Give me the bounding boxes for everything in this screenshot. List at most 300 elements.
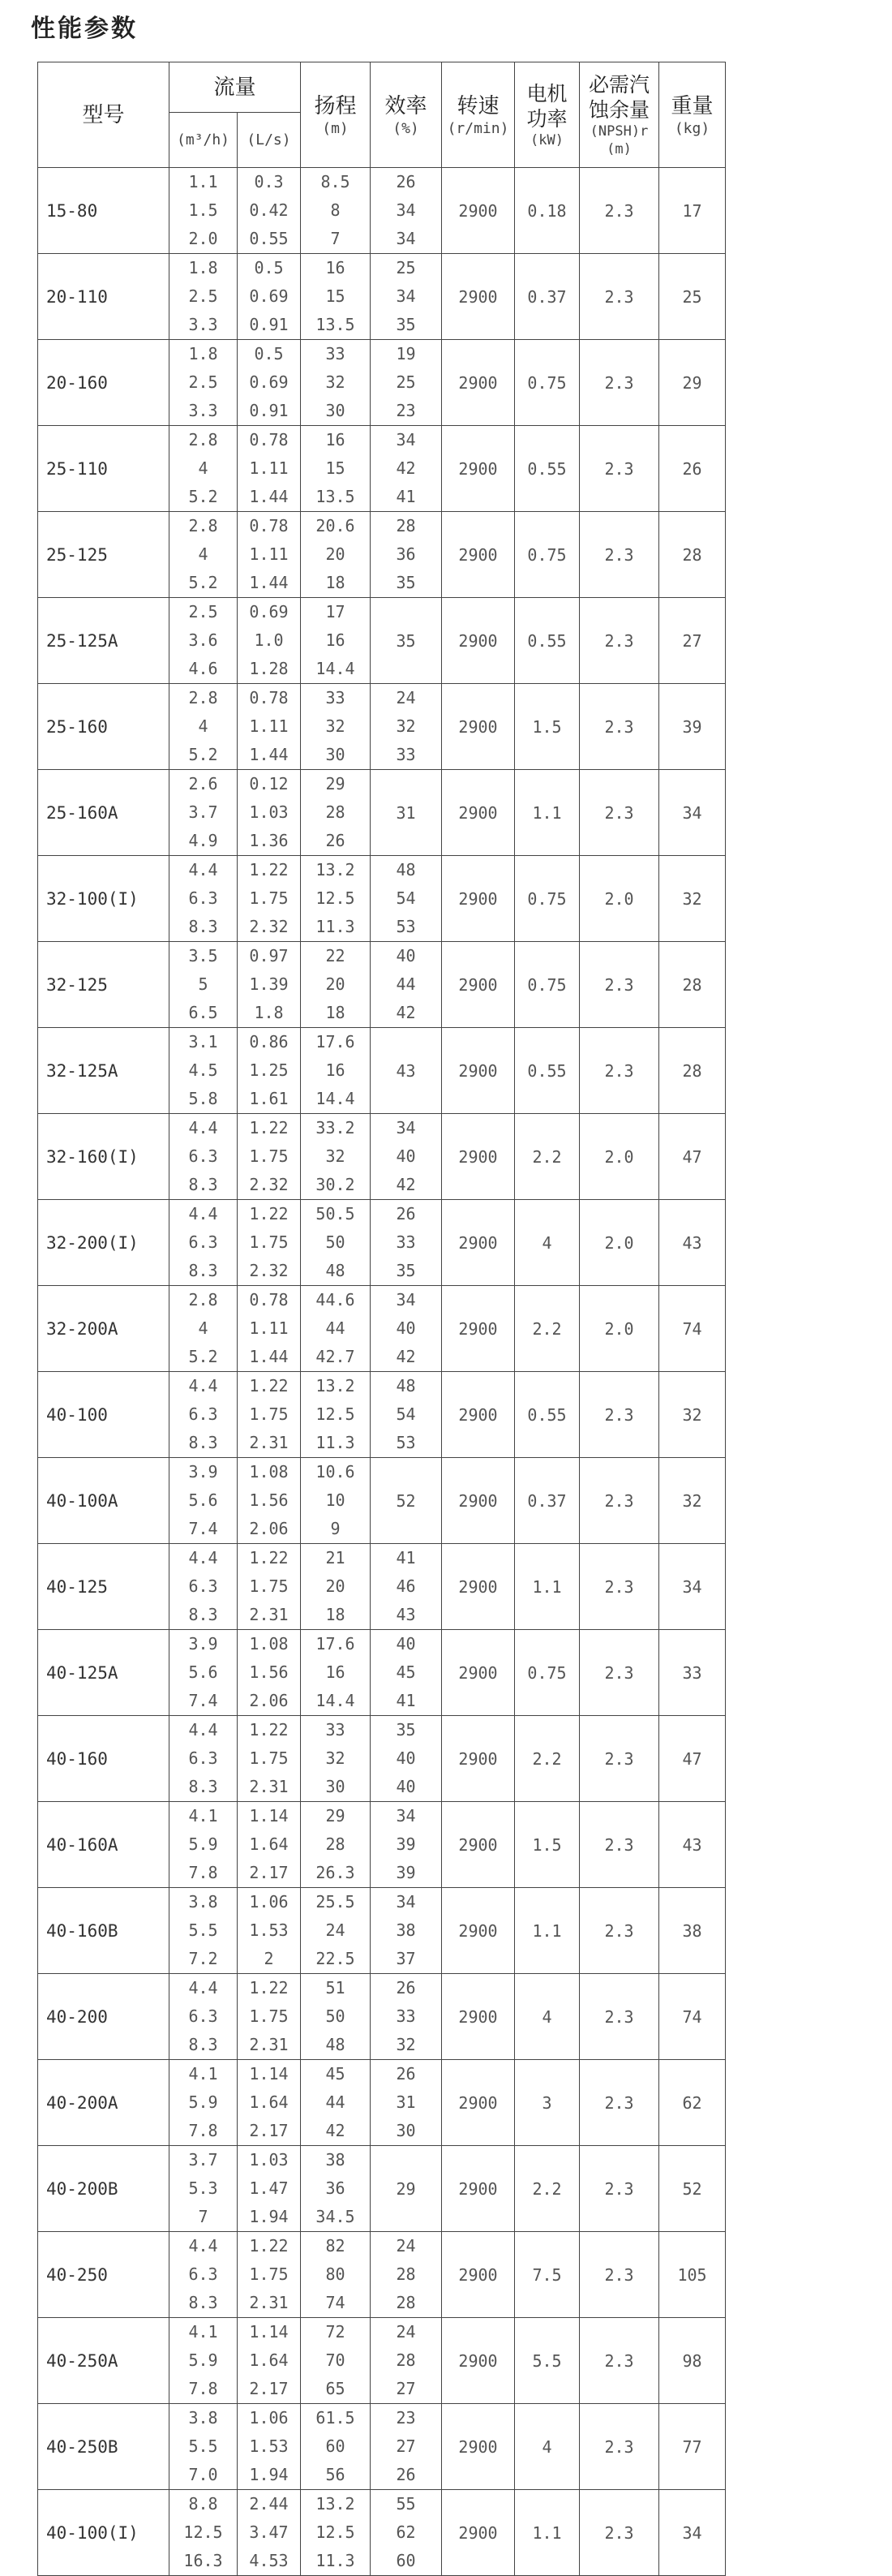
flow-m3h-cell-value: 7.4 bbox=[188, 1691, 218, 1710]
efficiency-cell bbox=[371, 254, 442, 340]
flow-m3h-cell-value: 3.8 bbox=[188, 1892, 218, 1912]
head-cell-value: 18 bbox=[325, 1003, 345, 1022]
weight-cell: 47 bbox=[659, 1114, 726, 1200]
flow-ls-cell-value: 2.32 bbox=[249, 1175, 289, 1194]
power-cell: 5.5 bbox=[515, 2318, 580, 2404]
flow-ls-cell-value: 1.53 bbox=[249, 2436, 289, 2456]
flow-ls-cell-value: 1.75 bbox=[249, 1146, 289, 1166]
flow-m3h-cell-value: 6.5 bbox=[188, 1003, 218, 1022]
efficiency-cell bbox=[371, 2060, 442, 2146]
flow-ls-cell-value: 0.12 bbox=[249, 774, 289, 793]
flow-m3h-cell-value: 4.4 bbox=[188, 860, 218, 879]
table-row bbox=[38, 2146, 726, 2232]
speed-cell: 2900 bbox=[442, 856, 515, 942]
flow-ls-cell-value: 0.78 bbox=[249, 688, 289, 707]
table-row bbox=[38, 942, 726, 1028]
efficiency-cell-value: 41 bbox=[396, 1548, 416, 1568]
efficiency-cell: 29 bbox=[371, 2146, 442, 2232]
head-cell-value: 33 bbox=[325, 688, 345, 707]
model-cell: 15-80 bbox=[38, 168, 169, 254]
flow-ls-cell-value: 1.61 bbox=[249, 1089, 289, 1108]
flow-ls-cell-value: 2.31 bbox=[249, 1777, 289, 1796]
efficiency-cell-value: 25 bbox=[396, 372, 416, 392]
flow-m3h-cell-value: 5.2 bbox=[188, 745, 218, 764]
efficiency-cell-value: 33 bbox=[396, 1232, 416, 1252]
flow-ls-cell-value: 0.69 bbox=[249, 286, 289, 306]
power-cell: 0.75 bbox=[515, 340, 580, 426]
head-cell-value: 28 bbox=[325, 802, 345, 822]
head-cell-value: 12.5 bbox=[315, 888, 355, 908]
flow-ls-cell-value: 1.22 bbox=[249, 1548, 289, 1568]
weight-cell: 43 bbox=[659, 1200, 726, 1286]
flow-ls-cell-value: 0.3 bbox=[254, 172, 284, 191]
speed-cell: 2900 bbox=[442, 1716, 515, 1802]
npsh-cell: 2.3 bbox=[580, 770, 659, 856]
head-cell bbox=[301, 168, 371, 254]
speed-cell: 2900 bbox=[442, 1544, 515, 1630]
head-cell-value: 50 bbox=[325, 2006, 345, 2026]
efficiency-cell-value: 34 bbox=[396, 200, 416, 220]
model-cell: 25-160 bbox=[38, 684, 169, 770]
head-cell-value: 16 bbox=[325, 1662, 345, 1682]
power-cell: 0.75 bbox=[515, 512, 580, 598]
efficiency-cell-value: 40 bbox=[396, 1634, 416, 1654]
head-cell-value: 28 bbox=[325, 1834, 345, 1854]
speed-cell: 2900 bbox=[442, 770, 515, 856]
npsh-cell: 2.3 bbox=[580, 2404, 659, 2490]
head-cell-value: 20 bbox=[325, 544, 345, 564]
flow-ls-cell-value: 1.56 bbox=[249, 1490, 289, 1510]
efficiency-cell bbox=[371, 1716, 442, 1802]
head-cell-value: 14.4 bbox=[315, 659, 355, 678]
head-cell-value: 13.2 bbox=[315, 2494, 355, 2514]
model-cell: 40-250 bbox=[38, 2232, 169, 2318]
flow-m3h-cell-value: 5.2 bbox=[188, 487, 218, 506]
efficiency-cell-value: 26 bbox=[396, 1978, 416, 1998]
npsh-cell: 2.3 bbox=[580, 2060, 659, 2146]
speed-cell: 2900 bbox=[442, 2490, 515, 2576]
table-row bbox=[38, 1716, 726, 1802]
efficiency-cell-value: 26 bbox=[396, 2465, 416, 2484]
efficiency-cell: 31 bbox=[371, 770, 442, 856]
head-cell-value: 44 bbox=[325, 2092, 345, 2112]
flow-ls-cell bbox=[238, 512, 301, 598]
efficiency-cell-value: 23 bbox=[396, 2408, 416, 2428]
npsh-cell: 2.3 bbox=[580, 1372, 659, 1458]
table-row bbox=[38, 1114, 726, 1200]
efficiency-cell-value: 40 bbox=[396, 946, 416, 965]
flow-m3h-cell bbox=[169, 340, 238, 426]
header-head: 扬程 (m) bbox=[301, 62, 371, 168]
flow-m3h-cell-value: 4.4 bbox=[188, 1118, 218, 1137]
speed-cell: 2900 bbox=[442, 1200, 515, 1286]
flow-m3h-cell-value: 5.5 bbox=[188, 2436, 218, 2456]
flow-ls-cell bbox=[238, 1888, 301, 1974]
flow-m3h-cell-value: 12.5 bbox=[183, 2522, 223, 2542]
head-cell-value: 44 bbox=[325, 1318, 345, 1338]
head-cell-value: 25.5 bbox=[315, 1892, 355, 1912]
power-cell: 3 bbox=[515, 2060, 580, 2146]
speed-cell: 2900 bbox=[442, 1888, 515, 1974]
flow-ls-cell-value: 2.32 bbox=[249, 917, 289, 936]
flow-m3h-cell-value: 8.8 bbox=[188, 2494, 218, 2514]
table-row bbox=[38, 1974, 726, 2060]
flow-m3h-cell-value: 6.3 bbox=[188, 2006, 218, 2026]
efficiency-cell-value: 27 bbox=[396, 2379, 416, 2398]
weight-cell: 47 bbox=[659, 1716, 726, 1802]
flow-m3h-cell bbox=[169, 856, 238, 942]
header-efficiency: 效率 (%) bbox=[371, 62, 442, 168]
flow-m3h-cell bbox=[169, 684, 238, 770]
head-cell-value: 10.6 bbox=[315, 1462, 355, 1482]
efficiency-cell-value: 35 bbox=[396, 315, 416, 334]
flow-ls-cell-value: 2.44 bbox=[249, 2494, 289, 2514]
flow-m3h-cell-value: 2.5 bbox=[188, 372, 218, 392]
flow-m3h-cell-value: 6.3 bbox=[188, 1232, 218, 1252]
head-cell-value: 33 bbox=[325, 344, 345, 363]
flow-m3h-cell bbox=[169, 1114, 238, 1200]
flow-ls-cell-value: 2.31 bbox=[249, 1433, 289, 1452]
head-cell-value: 13.2 bbox=[315, 1376, 355, 1396]
table-row bbox=[38, 1630, 726, 1716]
efficiency-cell-value: 54 bbox=[396, 888, 416, 908]
efficiency-cell: 43 bbox=[371, 1028, 442, 1114]
efficiency-cell-value: 24 bbox=[396, 2236, 416, 2256]
power-cell: 2.2 bbox=[515, 1716, 580, 1802]
flow-m3h-cell-value: 4.4 bbox=[188, 1376, 218, 1396]
head-cell-value: 33.2 bbox=[315, 1118, 355, 1137]
flow-m3h-cell-value: 6.3 bbox=[188, 2264, 218, 2284]
efficiency-cell bbox=[371, 1888, 442, 1974]
flow-ls-cell bbox=[238, 1286, 301, 1372]
head-cell-value: 21 bbox=[325, 1548, 345, 1568]
head-cell-value: 9 bbox=[330, 1519, 341, 1538]
power-cell: 0.75 bbox=[515, 1630, 580, 1716]
flow-ls-cell-value: 4.53 bbox=[249, 2551, 289, 2570]
flow-m3h-cell bbox=[169, 1286, 238, 1372]
weight-cell: 38 bbox=[659, 1888, 726, 1974]
head-cell-value: 8 bbox=[330, 200, 341, 220]
model-cell: 32-100(I) bbox=[38, 856, 169, 942]
flow-m3h-cell-value: 5.6 bbox=[188, 1662, 218, 1682]
power-cell: 1.1 bbox=[515, 770, 580, 856]
speed-cell: 2900 bbox=[442, 1458, 515, 1544]
flow-m3h-cell-value: 4.1 bbox=[188, 2064, 218, 2084]
model-cell: 40-160B bbox=[38, 1888, 169, 1974]
flow-ls-cell-value: 1.11 bbox=[249, 716, 289, 736]
table-row bbox=[38, 1200, 726, 1286]
head-cell-value: 16 bbox=[325, 258, 345, 277]
model-cell: 40-160 bbox=[38, 1716, 169, 1802]
head-cell-value: 32 bbox=[325, 1146, 345, 1166]
flow-m3h-cell-value: 2.0 bbox=[188, 229, 218, 248]
flow-m3h-cell-value: 8.3 bbox=[188, 1777, 218, 1796]
head-cell bbox=[301, 1544, 371, 1630]
speed-cell: 2900 bbox=[442, 426, 515, 512]
speed-cell: 2900 bbox=[442, 1802, 515, 1888]
flow-m3h-cell-value: 5.3 bbox=[188, 2178, 218, 2198]
header-weight: 重量 (kg) bbox=[659, 62, 726, 168]
flow-m3h-cell-value: 8.3 bbox=[188, 1175, 218, 1194]
flow-ls-cell-value: 1.44 bbox=[249, 745, 289, 764]
efficiency-cell-value: 31 bbox=[396, 2092, 416, 2112]
flow-ls-cell-value: 1.94 bbox=[249, 2207, 289, 2226]
head-cell bbox=[301, 598, 371, 684]
efficiency-cell-value: 46 bbox=[396, 1576, 416, 1596]
efficiency-cell bbox=[371, 942, 442, 1028]
model-cell: 32-125 bbox=[38, 942, 169, 1028]
head-cell-value: 38 bbox=[325, 2150, 345, 2170]
efficiency-cell-value: 32 bbox=[396, 2035, 416, 2054]
head-cell-value: 30 bbox=[325, 401, 345, 420]
head-cell-value: 26 bbox=[325, 831, 345, 850]
speed-cell: 2900 bbox=[442, 1372, 515, 1458]
flow-m3h-cell-value: 4 bbox=[198, 458, 208, 478]
flow-ls-cell bbox=[238, 1802, 301, 1888]
table-row bbox=[38, 2232, 726, 2318]
flow-m3h-cell bbox=[169, 426, 238, 512]
flow-m3h-cell bbox=[169, 1200, 238, 1286]
head-cell-value: 60 bbox=[325, 2436, 345, 2456]
header-npsh: 必需汽 蚀余量 (NPSH)r (m) bbox=[580, 62, 659, 168]
efficiency-cell-value: 28 bbox=[396, 2293, 416, 2312]
npsh-cell: 2.3 bbox=[580, 2318, 659, 2404]
power-cell: 4 bbox=[515, 1974, 580, 2060]
table-row bbox=[38, 2060, 726, 2146]
table-row bbox=[38, 1544, 726, 1630]
efficiency-cell-value: 36 bbox=[396, 544, 416, 564]
flow-m3h-cell-value: 4.4 bbox=[188, 1978, 218, 1998]
head-cell-value: 50.5 bbox=[315, 1204, 355, 1223]
flow-ls-cell-value: 0.69 bbox=[249, 602, 289, 621]
flow-ls-cell-value: 1.28 bbox=[249, 659, 289, 678]
model-cell: 25-125 bbox=[38, 512, 169, 598]
flow-ls-cell bbox=[238, 1974, 301, 2060]
table-row bbox=[38, 2404, 726, 2490]
header-speed: 转速 (r/min) bbox=[442, 62, 515, 168]
flow-ls-cell-value: 1.03 bbox=[249, 2150, 289, 2170]
efficiency-cell: 52 bbox=[371, 1458, 442, 1544]
head-cell-value: 56 bbox=[325, 2465, 345, 2484]
flow-ls-cell-value: 2 bbox=[264, 1949, 274, 1968]
flow-m3h-cell-value: 1.1 bbox=[188, 172, 218, 191]
weight-cell: 28 bbox=[659, 1028, 726, 1114]
model-cell: 40-200 bbox=[38, 1974, 169, 2060]
npsh-cell: 2.3 bbox=[580, 1974, 659, 2060]
head-cell-value: 24 bbox=[325, 1920, 345, 1940]
speed-cell: 2900 bbox=[442, 512, 515, 598]
speed-cell: 2900 bbox=[442, 598, 515, 684]
flow-ls-cell bbox=[238, 1544, 301, 1630]
flow-m3h-cell bbox=[169, 512, 238, 598]
speed-cell: 2900 bbox=[442, 2318, 515, 2404]
power-cell: 0.55 bbox=[515, 598, 580, 684]
efficiency-cell-value: 26 bbox=[396, 1204, 416, 1223]
flow-ls-cell-value: 1.44 bbox=[249, 487, 289, 506]
efficiency-cell-value: 55 bbox=[396, 2494, 416, 2514]
power-cell: 0.75 bbox=[515, 942, 580, 1028]
flow-ls-cell-value: 1.14 bbox=[249, 1806, 289, 1826]
head-cell-value: 13.5 bbox=[315, 315, 355, 334]
efficiency-cell-value: 34 bbox=[396, 1290, 416, 1310]
npsh-cell: 2.3 bbox=[580, 2490, 659, 2576]
flow-m3h-cell-value: 4 bbox=[198, 544, 208, 564]
speed-cell: 2900 bbox=[442, 1286, 515, 1372]
model-cell: 25-110 bbox=[38, 426, 169, 512]
flow-m3h-cell-value: 8.3 bbox=[188, 1605, 218, 1624]
npsh-cell: 2.3 bbox=[580, 2232, 659, 2318]
head-cell-value: 11.3 bbox=[315, 1433, 355, 1452]
head-cell bbox=[301, 2318, 371, 2404]
weight-cell: 32 bbox=[659, 1372, 726, 1458]
head-cell-value: 20 bbox=[325, 974, 345, 994]
flow-ls-cell-value: 1.47 bbox=[249, 2178, 289, 2198]
flow-ls-cell bbox=[238, 1630, 301, 1716]
power-cell: 1.5 bbox=[515, 684, 580, 770]
flow-m3h-cell-value: 6.3 bbox=[188, 888, 218, 908]
flow-ls-cell-value: 0.97 bbox=[249, 946, 289, 965]
table-row bbox=[38, 1458, 726, 1544]
efficiency-cell: 35 bbox=[371, 598, 442, 684]
flow-m3h-cell-value: 1.8 bbox=[188, 344, 218, 363]
power-cell: 0.75 bbox=[515, 856, 580, 942]
head-cell-value: 30.2 bbox=[315, 1175, 355, 1194]
efficiency-cell-value: 28 bbox=[396, 2264, 416, 2284]
flow-ls-cell-value: 2.31 bbox=[249, 2035, 289, 2054]
flow-ls-cell bbox=[238, 1028, 301, 1114]
flow-m3h-cell-value: 3.8 bbox=[188, 2408, 218, 2428]
efficiency-cell-value: 25 bbox=[396, 258, 416, 277]
efficiency-cell bbox=[371, 426, 442, 512]
model-cell: 32-200A bbox=[38, 1286, 169, 1372]
header-motor-power: 电机 功率 (kW) bbox=[515, 62, 580, 168]
efficiency-cell-value: 37 bbox=[396, 1949, 416, 1968]
head-cell-value: 29 bbox=[325, 774, 345, 793]
power-cell: 1.1 bbox=[515, 1888, 580, 1974]
model-cell: 40-160A bbox=[38, 1802, 169, 1888]
efficiency-cell-value: 62 bbox=[396, 2522, 416, 2542]
head-cell bbox=[301, 770, 371, 856]
flow-ls-cell-value: 0.91 bbox=[249, 315, 289, 334]
efficiency-cell-value: 34 bbox=[396, 1118, 416, 1137]
flow-ls-cell-value: 1.53 bbox=[249, 1920, 289, 1940]
flow-ls-cell-value: 1.11 bbox=[249, 458, 289, 478]
flow-m3h-cell-value: 16.3 bbox=[183, 2551, 223, 2570]
flow-ls-cell-value: 2.06 bbox=[249, 1519, 289, 1538]
head-cell bbox=[301, 340, 371, 426]
flow-ls-cell-value: 1.75 bbox=[249, 888, 289, 908]
flow-ls-cell bbox=[238, 598, 301, 684]
flow-m3h-cell-value: 3.3 bbox=[188, 315, 218, 334]
flow-ls-cell-value: 1.11 bbox=[249, 544, 289, 564]
head-cell bbox=[301, 1802, 371, 1888]
flow-ls-cell-value: 1.44 bbox=[249, 1347, 289, 1366]
npsh-cell: 2.3 bbox=[580, 1028, 659, 1114]
head-cell-value: 14.4 bbox=[315, 1089, 355, 1108]
head-cell-value: 16 bbox=[325, 1060, 345, 1080]
flow-m3h-cell-value: 7.4 bbox=[188, 1519, 218, 1538]
flow-m3h-cell-value: 5.2 bbox=[188, 1347, 218, 1366]
efficiency-cell-value: 30 bbox=[396, 2121, 416, 2140]
efficiency-cell-value: 45 bbox=[396, 1662, 416, 1682]
efficiency-cell-value: 34 bbox=[396, 1806, 416, 1826]
flow-m3h-cell-value: 2.8 bbox=[188, 1290, 218, 1310]
flow-ls-cell-value: 1.03 bbox=[249, 802, 289, 822]
flow-m3h-cell-value: 7.8 bbox=[188, 2121, 218, 2140]
npsh-cell: 2.3 bbox=[580, 426, 659, 512]
table-row bbox=[38, 2318, 726, 2404]
flow-ls-cell-value: 1.94 bbox=[249, 2465, 289, 2484]
efficiency-cell bbox=[371, 2404, 442, 2490]
flow-ls-cell-value: 2.17 bbox=[249, 1863, 289, 1882]
efficiency-cell-value: 32 bbox=[396, 716, 416, 736]
power-cell: 1.1 bbox=[515, 1544, 580, 1630]
flow-m3h-cell-value: 4.4 bbox=[188, 2236, 218, 2256]
speed-cell: 2900 bbox=[442, 340, 515, 426]
head-cell-value: 44.6 bbox=[315, 1290, 355, 1310]
flow-m3h-cell-value: 3.7 bbox=[188, 2150, 218, 2170]
flow-ls-cell-value: 2.17 bbox=[249, 2379, 289, 2398]
efficiency-cell-value: 40 bbox=[396, 1146, 416, 1166]
efficiency-cell-value: 19 bbox=[396, 344, 416, 363]
flow-ls-cell-value: 1.08 bbox=[249, 1634, 289, 1654]
efficiency-cell-value: 34 bbox=[396, 1892, 416, 1912]
flow-ls-cell-value: 1.06 bbox=[249, 1892, 289, 1912]
flow-m3h-cell bbox=[169, 2318, 238, 2404]
efficiency-cell bbox=[371, 1372, 442, 1458]
head-cell-value: 65 bbox=[325, 2379, 345, 2398]
power-cell: 2.2 bbox=[515, 1286, 580, 1372]
model-cell: 40-100 bbox=[38, 1372, 169, 1458]
head-cell-value: 51 bbox=[325, 1978, 345, 1998]
head-cell-value: 12.5 bbox=[315, 1404, 355, 1424]
head-cell-value: 12.5 bbox=[315, 2522, 355, 2542]
weight-cell: 32 bbox=[659, 1458, 726, 1544]
model-cell: 40-200B bbox=[38, 2146, 169, 2232]
npsh-cell: 2.3 bbox=[580, 942, 659, 1028]
model-cell: 40-250B bbox=[38, 2404, 169, 2490]
head-cell bbox=[301, 1028, 371, 1114]
head-cell-value: 11.3 bbox=[315, 917, 355, 936]
flow-ls-cell bbox=[238, 2232, 301, 2318]
efficiency-cell bbox=[371, 2318, 442, 2404]
flow-m3h-cell-value: 2.8 bbox=[188, 516, 218, 535]
flow-m3h-cell-value: 2.8 bbox=[188, 430, 218, 449]
head-cell-value: 8.5 bbox=[320, 172, 350, 191]
flow-m3h-cell-value: 3.3 bbox=[188, 401, 218, 420]
head-cell bbox=[301, 1888, 371, 1974]
flow-ls-cell-value: 1.22 bbox=[249, 1720, 289, 1740]
flow-m3h-cell bbox=[169, 2490, 238, 2576]
flow-ls-cell-value: 1.08 bbox=[249, 1462, 289, 1482]
speed-cell: 2900 bbox=[442, 1114, 515, 1200]
flow-ls-cell bbox=[238, 2318, 301, 2404]
flow-ls-cell-value: 0.78 bbox=[249, 516, 289, 535]
npsh-cell: 2.3 bbox=[580, 598, 659, 684]
head-cell-value: 50 bbox=[325, 1232, 345, 1252]
model-cell: 32-160(I) bbox=[38, 1114, 169, 1200]
performance-table bbox=[37, 62, 726, 2576]
flow-ls-cell-value: 1.22 bbox=[249, 1204, 289, 1223]
head-cell-value: 70 bbox=[325, 2350, 345, 2370]
flow-ls-cell bbox=[238, 1200, 301, 1286]
weight-cell: 28 bbox=[659, 942, 726, 1028]
weight-cell: 28 bbox=[659, 512, 726, 598]
flow-m3h-cell bbox=[169, 168, 238, 254]
flow-ls-cell-value: 1.0 bbox=[254, 630, 284, 650]
npsh-cell: 2.0 bbox=[580, 1200, 659, 1286]
flow-m3h-cell-value: 6.3 bbox=[188, 1404, 218, 1424]
